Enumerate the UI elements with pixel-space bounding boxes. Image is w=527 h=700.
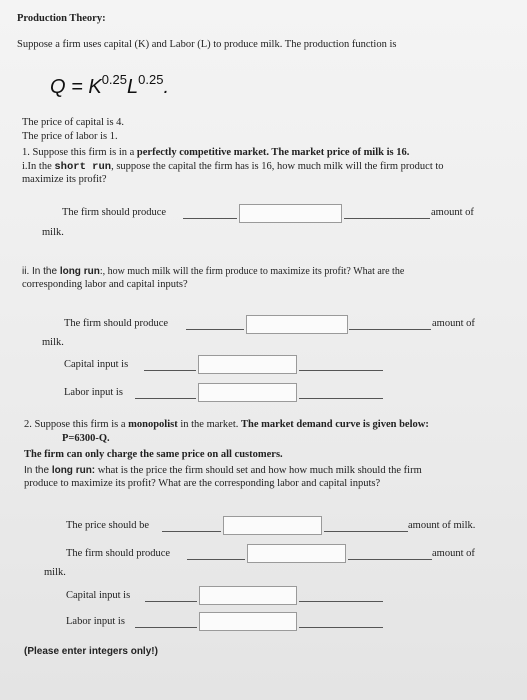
answer-underline <box>135 398 196 399</box>
capital-price-text: The price of capital is 4. <box>22 117 125 128</box>
q2-price-suffix: amount of milk. <box>408 520 476 531</box>
q1-ii-unit: milk. <box>42 337 64 348</box>
q2-long-run-question <box>24 464 422 477</box>
q2-intro-mid: in the market. <box>177 419 241 430</box>
q1-intro-normal: 1. Suppose this firm is in a <box>22 147 137 158</box>
q1-intro-bold: perfectly competitive market. The market price of milk is 16. <box>136 147 410 158</box>
answer-underline <box>135 627 197 628</box>
q1-i-answer-suffix: amount of <box>431 207 474 218</box>
q1-ii-answer-suffix: amount of <box>432 318 475 329</box>
answer-underline <box>299 601 383 602</box>
answer-underline <box>299 370 383 371</box>
answer-underline <box>183 218 237 219</box>
q2-intro <box>24 418 429 431</box>
page-title: Production Theory: <box>17 13 106 24</box>
q1-ii-labor-label: Labor input is <box>64 387 123 398</box>
q1-i-question <box>22 160 444 174</box>
q1-ii-rest: :, how much milk will the firm produce to maximize its profit? What are the <box>99 266 405 277</box>
q1-ii-question <box>22 265 404 278</box>
q1-i-prefix: i.In the <box>22 161 55 172</box>
answer-underline <box>348 559 432 560</box>
q2-capital-input[interactable] <box>199 586 297 605</box>
q2-intro-bold2: The market demand curve is given below: <box>241 419 429 430</box>
labor-price-text: The price of labor is 1. <box>22 131 118 142</box>
integers-note: (Please enter integers only!) <box>24 646 158 657</box>
answer-underline <box>162 531 221 532</box>
q2-lr-rest: what is the price the firm should set and how how much milk should the firm <box>95 465 422 476</box>
formula-end: . <box>163 76 170 98</box>
q2-intro-normal: 2. Suppose this firm is a <box>24 419 129 430</box>
q1-ii-prefix: ii. In the <box>22 266 60 277</box>
answer-underline <box>186 329 244 330</box>
q1-i-answer-label: The firm should produce <box>62 207 167 218</box>
q2-labor-input[interactable] <box>199 612 297 631</box>
answer-underline <box>349 329 431 330</box>
answer-underline <box>299 398 383 399</box>
q1-i-question-line2: maximize its profit? <box>22 174 107 185</box>
formula-l-var: L <box>127 76 139 98</box>
formula-k-exponent: 0.25 <box>101 72 128 87</box>
q1-ii-labor-input[interactable] <box>198 383 297 402</box>
q1-ii-bold: long run <box>59 266 100 277</box>
q2-capital-label: Capital input is <box>66 590 131 601</box>
q1-i-rest: , suppose the capital the firm has is 16, how much milk will the firm product to <box>111 161 444 172</box>
intro-text: Suppose a firm uses capital (K) and Labor (L) to produce milk. The production function is <box>17 39 397 50</box>
q2-produce-input[interactable] <box>247 544 346 563</box>
q2-labor-label: Labor input is <box>66 616 125 627</box>
q2-price-input[interactable] <box>223 516 322 535</box>
answer-underline <box>344 218 430 219</box>
q2-produce-suffix: amount of <box>432 548 475 559</box>
answer-underline <box>145 601 197 602</box>
q1-i-bold: short run <box>54 161 112 173</box>
q1-ii-capital-label: Capital input is <box>64 359 129 370</box>
q1-intro <box>22 146 409 159</box>
q2-same-price: The firm can only charge the same price on all customers. <box>24 449 283 460</box>
q1-ii-produce-input[interactable] <box>246 315 348 334</box>
answer-underline <box>299 627 383 628</box>
formula-l-exponent: 0.25 <box>138 72 164 87</box>
q2-produce-label: The firm should produce <box>66 548 171 559</box>
q2-long-run-question-line2: produce to maximize its profit? What are the corresponding labor and capital inputs? <box>24 478 381 489</box>
q1-ii-question-line2: corresponding labor and capital inputs? <box>22 279 188 290</box>
q1-ii-capital-input[interactable] <box>198 355 297 374</box>
production-function <box>50 72 169 99</box>
answer-underline <box>187 559 245 560</box>
q1-ii-answer-label: The firm should produce <box>64 318 169 329</box>
q2-price-label: The price should be <box>66 520 150 531</box>
q1-i-unit: milk. <box>42 227 64 238</box>
q2-intro-bold1: monopolist <box>128 419 178 430</box>
answer-underline <box>324 531 408 532</box>
formula-lhs: Q = K <box>50 76 102 98</box>
q2-unit: milk. <box>44 567 66 578</box>
q2-demand-curve: P=6300-Q. <box>62 433 110 444</box>
q1-i-produce-input[interactable] <box>239 204 342 223</box>
answer-underline <box>144 370 196 371</box>
q2-lr-prefix: In the <box>24 465 52 476</box>
q2-lr-bold: long run: <box>51 465 96 476</box>
